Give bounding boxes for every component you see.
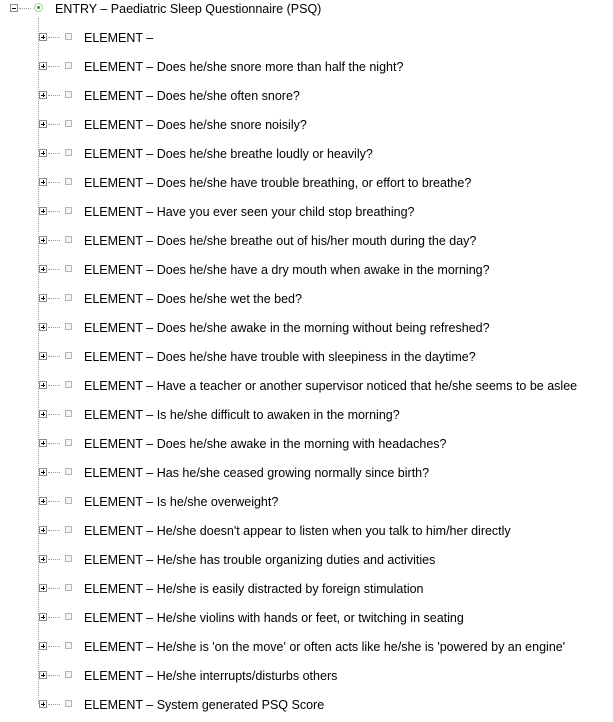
expand-icon[interactable]: [39, 555, 47, 563]
expand-icon[interactable]: [39, 439, 47, 447]
tree-item[interactable]: [0, 580, 613, 598]
tree-connector: [48, 704, 60, 705]
tree-connector: [48, 675, 60, 676]
tree-connector: [48, 95, 60, 96]
expand-icon[interactable]: [39, 178, 47, 186]
expand-icon[interactable]: [39, 381, 47, 389]
tree-item-label: ELEMENT – Have a teacher or another supervisor noticed that he/she seems to be aslee: [84, 379, 578, 393]
tree-item[interactable]: [0, 638, 613, 656]
tree-item[interactable]: [0, 290, 613, 308]
checkbox-icon[interactable]: [65, 323, 72, 330]
expand-icon[interactable]: [39, 236, 47, 244]
expand-icon[interactable]: [39, 642, 47, 650]
expand-icon[interactable]: [39, 497, 47, 505]
tree-connector: [48, 298, 60, 299]
tree-item-label: ELEMENT – Does he/she awake in the morning with headaches?: [84, 437, 447, 451]
checkbox-icon[interactable]: [65, 352, 72, 359]
tree-item-label: ELEMENT – Does he/she often snore?: [84, 89, 300, 103]
expand-icon[interactable]: [39, 352, 47, 360]
tree-item-label: ELEMENT –: [84, 31, 154, 45]
tree-item[interactable]: [0, 116, 613, 134]
checkbox-icon[interactable]: [65, 671, 72, 678]
tree-item-label: ELEMENT – He/she has trouble organizing duties and activities: [84, 553, 436, 567]
collapse-icon[interactable]: [10, 4, 18, 12]
tree-connector: [48, 559, 60, 560]
tree-connector: [48, 66, 60, 67]
tree-item-label: ELEMENT – Has he/she ceased growing normally since birth?: [84, 466, 430, 480]
tree-item[interactable]: [0, 232, 613, 250]
expand-icon[interactable]: [39, 700, 47, 708]
tree-item[interactable]: [0, 406, 613, 424]
tree-item-label: ELEMENT – Does he/she wet the bed?: [84, 292, 302, 306]
tree-item[interactable]: [0, 667, 613, 685]
checkbox-icon[interactable]: [65, 642, 72, 649]
tree-item-label: ELEMENT – Does he/she have trouble with sleepiness in the daytime?: [84, 350, 476, 364]
expand-icon[interactable]: [39, 584, 47, 592]
tree-item-label: ELEMENT – He/she interrupts/disturbs others: [84, 669, 338, 683]
checkbox-icon[interactable]: [65, 149, 72, 156]
tree-item[interactable]: [0, 29, 613, 47]
tree-connector: [48, 327, 60, 328]
tree-item[interactable]: [0, 609, 613, 627]
tree-connector: [48, 588, 60, 589]
tree-connector: [48, 124, 60, 125]
tree-item-label: ELEMENT – Does he/she breathe out of his/her mouth during the day?: [84, 234, 477, 248]
tree-item-label: ELEMENT – Have you ever seen your child stop breathing?: [84, 205, 415, 219]
tree-item[interactable]: [0, 435, 613, 453]
expand-icon[interactable]: [39, 91, 47, 99]
tree-root-label: ENTRY – Paediatric Sleep Questionnaire (PSQ): [55, 2, 322, 16]
tree-item[interactable]: [0, 464, 613, 482]
tree-item[interactable]: [0, 87, 613, 105]
checkbox-icon[interactable]: [65, 236, 72, 243]
tree-root-row[interactable]: [0, 0, 613, 18]
tree-connector: [48, 414, 60, 415]
tree-item-label: ELEMENT – Does he/she snore more than half the night?: [84, 60, 404, 74]
tree-connector: [19, 8, 31, 9]
checkbox-icon[interactable]: [65, 178, 72, 185]
tree-item[interactable]: [0, 377, 613, 395]
tree-item-label: ELEMENT – He/she violins with hands or feet, or twitching in seating: [84, 611, 464, 625]
tree-connector: [48, 37, 60, 38]
tree-item-label: ELEMENT – He/she doesn't appear to listen when you talk to him/her directly: [84, 524, 511, 538]
tree-item-label: ELEMENT – Is he/she overweight?: [84, 495, 279, 509]
tree-item[interactable]: [0, 551, 613, 569]
tree-connector: [48, 240, 60, 241]
tree-connector: [48, 182, 60, 183]
tree-item[interactable]: [0, 522, 613, 540]
checkbox-icon[interactable]: [65, 410, 72, 417]
checkbox-icon[interactable]: [65, 62, 72, 69]
tree-item[interactable]: [0, 319, 613, 337]
expand-icon[interactable]: [39, 120, 47, 128]
tree-item[interactable]: [0, 203, 613, 221]
tree-item[interactable]: [0, 348, 613, 366]
tree-item[interactable]: [0, 58, 613, 76]
tree-item[interactable]: [0, 174, 613, 192]
checkbox-icon[interactable]: [65, 613, 72, 620]
expand-icon[interactable]: [39, 410, 47, 418]
checkbox-icon[interactable]: [65, 439, 72, 446]
checkbox-icon[interactable]: [65, 700, 72, 707]
expand-icon[interactable]: [39, 62, 47, 70]
expand-icon[interactable]: [39, 671, 47, 679]
checkbox-icon[interactable]: [65, 468, 72, 475]
expand-icon[interactable]: [39, 207, 47, 215]
tree-item[interactable]: [0, 696, 613, 714]
expand-icon[interactable]: [39, 613, 47, 621]
tree-item-label: ELEMENT – System generated PSQ Score: [84, 698, 325, 712]
tree-item-label: ELEMENT – Is he/she difficult to awaken in the morning?: [84, 408, 400, 422]
tree-item-label: ELEMENT – He/she is easily distracted by foreign stimulation: [84, 582, 424, 596]
checkbox-icon[interactable]: [65, 294, 72, 301]
checkbox-icon[interactable]: [65, 584, 72, 591]
checkbox-icon[interactable]: [65, 497, 72, 504]
tree-item-label: ELEMENT – Does he/she breathe loudly or heavily?: [84, 147, 373, 161]
checkbox-icon[interactable]: [65, 381, 72, 388]
expand-icon[interactable]: [39, 323, 47, 331]
tree-item-label: ELEMENT – Does he/she awake in the morning without being refreshed?: [84, 321, 490, 335]
tree-item-label: ELEMENT – Does he/she have trouble breathing, or effort to breathe?: [84, 176, 472, 190]
tree-connector: [48, 646, 60, 647]
tree-connector: [48, 153, 60, 154]
checkbox-icon[interactable]: [65, 555, 72, 562]
expand-icon[interactable]: [39, 33, 47, 41]
tree-connector: [48, 269, 60, 270]
expand-icon[interactable]: [39, 294, 47, 302]
tree-connector: [48, 617, 60, 618]
radio-selected-icon: [34, 3, 43, 12]
tree-connector: [48, 385, 60, 386]
tree-item-label: ELEMENT – He/she is 'on the move' or often acts like he/she is 'powered by an engine': [84, 640, 566, 654]
tree-connector: [48, 501, 60, 502]
expand-icon[interactable]: [39, 526, 47, 534]
tree-item[interactable]: [0, 493, 613, 511]
checkbox-icon[interactable]: [65, 120, 72, 127]
tree-connector: [48, 530, 60, 531]
tree-item-label: ELEMENT – Does he/she have a dry mouth when awake in the morning?: [84, 263, 490, 277]
checkbox-icon[interactable]: [65, 33, 72, 40]
expand-icon[interactable]: [39, 265, 47, 273]
tree-connector: [48, 356, 60, 357]
checkbox-icon[interactable]: [65, 91, 72, 98]
tree-connector: [48, 211, 60, 212]
checkbox-icon[interactable]: [65, 207, 72, 214]
tree-item[interactable]: [0, 145, 613, 163]
expand-icon[interactable]: [39, 468, 47, 476]
tree-item-label: ELEMENT – Does he/she snore noisily?: [84, 118, 307, 132]
tree-connector: [48, 472, 60, 473]
checkbox-icon[interactable]: [65, 265, 72, 272]
checkbox-icon[interactable]: [65, 526, 72, 533]
tree-item[interactable]: [0, 261, 613, 279]
tree-connector: [48, 443, 60, 444]
expand-icon[interactable]: [39, 149, 47, 157]
